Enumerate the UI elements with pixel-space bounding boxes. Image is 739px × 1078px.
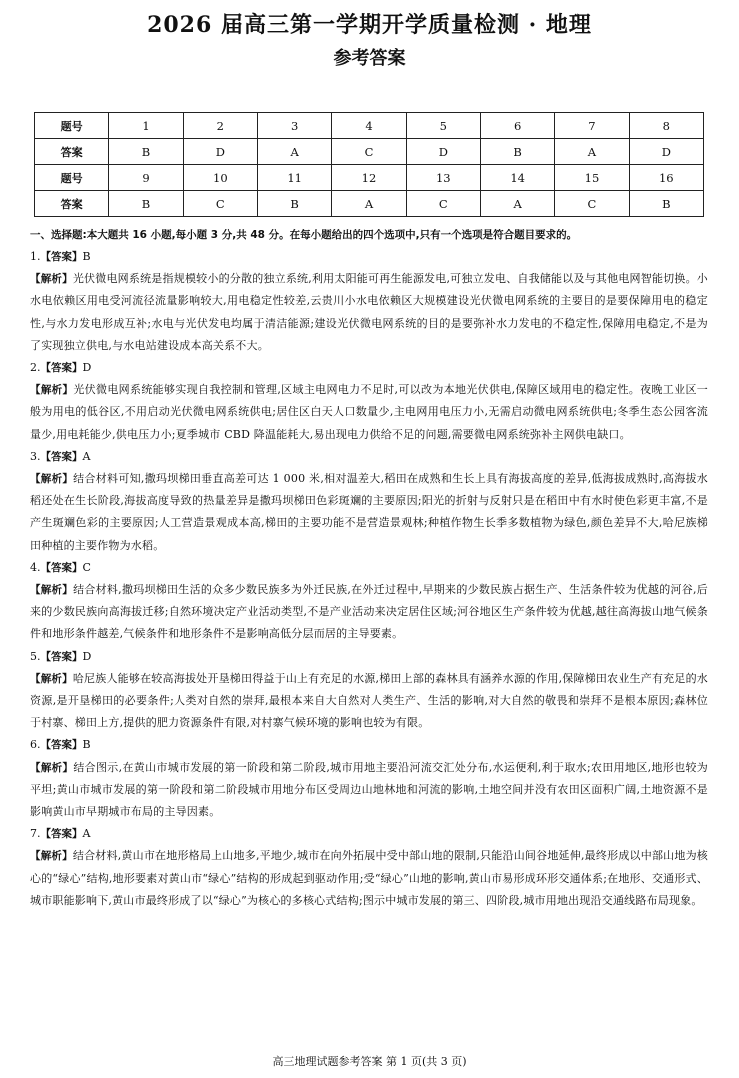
question-number: 1.	[30, 250, 41, 263]
answer-tag: 【答案】	[40, 251, 83, 263]
answer-value: B	[82, 250, 91, 263]
question-block	[30, 734, 708, 823]
answer-value: A	[82, 449, 91, 463]
answer-tag: 【答案】	[40, 561, 83, 574]
table-cell: A	[332, 191, 406, 217]
table-cell: A	[555, 139, 629, 165]
analysis-tag: 【解析】	[30, 273, 73, 286]
section-instruction: 一、选择题:本大题共 16 小题,每小题 3 分,共 48 分。在每小题给出的四个选项中,只有一个选项是符合题目要求的。	[30, 229, 578, 241]
question-number: 3.	[30, 449, 41, 463]
answer-table	[34, 112, 704, 217]
table-cell: 2	[183, 113, 257, 139]
analysis-paragraph	[30, 579, 708, 646]
answer-tag: 【答案】	[40, 828, 83, 841]
table-cell: 5	[406, 113, 480, 139]
answer-table-row	[35, 113, 704, 139]
question-number: 5.	[30, 649, 41, 663]
question-number: 4.	[30, 560, 41, 574]
question-block	[30, 246, 708, 357]
answer-tag: 【答案】	[40, 739, 83, 752]
answer-value: D	[82, 649, 92, 663]
question-number: 7.	[30, 827, 41, 841]
table-cell: 10	[183, 165, 257, 191]
row-header: 题号	[35, 113, 109, 139]
table-cell: D	[183, 139, 257, 165]
answer-value: C	[82, 560, 91, 574]
analysis-paragraph	[30, 845, 708, 912]
analysis-text: 光伏微电网系统能够实现自我控制和管理,区域主电网电力不足时,可以改为本地光伏供电,保障区域用电的稳定性。夜晚工业区一般为用电的低谷区,不用启动光伏微电网系统供电;居住区白天人口数量少,主电网用电压力小,无需启动微电网系统供电;冬季生态公园客流量少,用电耗能少,供电压力小;夏季城市 CBD 降温能耗大,易出现电力供给不足的问题,需要微电网系统弥补主网供电缺口。	[30, 383, 708, 441]
analysis-text: 结合材料,撒玛坝梯田生活的众多少数民族多为外迁民族,在外迁过程中,早期来的少数民族占据生产、生活条件较为优越的河谷,后来的少数民族向高海拔迁移;自然环境决定产业活动类型,不是产业活动来决定居住区域;河谷地区生产条件较为优越,越往高海拔山地气候条件和地形条件越差,气候条件和地形条件不是影响高低分层而居的主导要素。	[30, 583, 708, 641]
table-cell: 16	[629, 165, 703, 191]
question-block	[30, 646, 708, 735]
table-cell: 14	[480, 165, 554, 191]
table-cell: 4	[332, 113, 406, 139]
answer-line	[30, 246, 708, 268]
answer-tag: 【答案】	[40, 362, 83, 375]
table-cell: 6	[480, 113, 554, 139]
page-footer: 高三地理试题参考答案 第 1 页(共 3 页)	[272, 1055, 467, 1068]
table-cell: B	[109, 191, 183, 217]
table-cell: C	[183, 191, 257, 217]
answer-table-row	[35, 139, 704, 165]
table-cell: 3	[257, 113, 331, 139]
answer-value: B	[82, 738, 91, 752]
table-cell: B	[629, 191, 703, 217]
table-cell: C	[555, 191, 629, 217]
question-block	[30, 446, 708, 557]
table-cell: A	[480, 191, 554, 217]
table-cell: B	[109, 139, 183, 165]
answer-line	[30, 357, 708, 379]
analysis-tag: 【解析】	[30, 672, 73, 685]
table-cell: A	[257, 139, 331, 165]
answer-line	[30, 734, 708, 756]
analysis-text: 结合材料,黄山市在地形格局上山地多,平地少,城市在向外拓展中受中部山地的限制,只能沿山间谷地延伸,最终形成以中部山地为核心的“绿心”结构,地形要素对黄山市“绿心”结构的形成起到驱动作用;受“绿心”山地的影响,黄山市易形成环形交通体系;在地形、交通形式、城市职能影响下,黄山市最终形成了以“绿心”为核心的多核心式结构;图示中城市发展的第三、四阶段,城市用地出现沿交通线路布局现象。	[30, 849, 708, 907]
table-cell: 7	[555, 113, 629, 139]
question-number: 6.	[30, 738, 41, 752]
analysis-tag: 【解析】	[30, 473, 74, 486]
table-cell: 8	[629, 113, 703, 139]
table-cell: 12	[332, 165, 406, 191]
table-cell: B	[480, 139, 554, 165]
row-header: 答案	[35, 139, 109, 165]
answer-line	[30, 646, 708, 668]
page-subtitle: 参考答案	[333, 48, 406, 69]
analysis-paragraph	[30, 468, 708, 557]
table-cell: D	[406, 139, 480, 165]
analysis-tag: 【解析】	[30, 761, 74, 774]
answer-table-row	[35, 165, 704, 191]
table-cell: B	[257, 191, 331, 217]
table-cell: C	[406, 191, 480, 217]
row-header: 答案	[35, 191, 109, 217]
row-header: 题号	[35, 165, 109, 191]
question-number: 2.	[30, 361, 41, 375]
table-cell: 9	[109, 165, 183, 191]
analysis-tag: 【解析】	[30, 850, 73, 863]
answer-tag: 【答案】	[40, 650, 83, 663]
analysis-text: 结合材料可知,撒玛坝梯田垂直高差可达 1 000 米,相对温差大,稻田在成熟和生长上具有海拔高度的差异,低海拔成熟时,高海拔水稻还处在生长阶段,海拔高度导致的热量差异是撒玛坝梯田色彩斑斓的主要原因;阳光的折射与反射只是在稻田中有水时使色彩更丰富,不是产生斑斓色彩的主要原因;人工营造景观成本高,梯田的主要功能不是营造景观林;种植作物生长季多数植物为绿色,颜色差异不大,哈尼族梯田种植的主要作物为水稻。	[30, 472, 708, 552]
answer-line	[30, 557, 708, 579]
question-block	[30, 823, 708, 912]
analysis-text: 结合图示,在黄山市城市发展的第一阶段和第二阶段,城市用地主要沿河流交汇处分布,水运便利,利于取水;农田用地区,地形也较为平坦;黄山市城市发展的第一阶段和第二阶段城市用地分布区受周边山地林地和河流的影响,土地空间并没有农田区面积广阔,土地资源不是影响黄山市早期城市布局的主导因素。	[30, 760, 708, 819]
answer-table-row	[35, 191, 704, 217]
analysis-paragraph	[30, 268, 708, 357]
analysis-paragraph	[30, 668, 708, 735]
analysis-tag: 【解析】	[30, 584, 74, 597]
table-cell: 15	[555, 165, 629, 191]
table-cell: D	[629, 139, 703, 165]
table-cell: C	[332, 139, 406, 165]
answer-value: D	[82, 361, 92, 375]
analysis-text: 光伏微电网系统是指规模较小的分散的独立系统,利用太阳能可再生能源发电,可独立发电、自我储能以及与其他电网智能切换。小水电依赖区用电受河流径流量影响较大,用电稳定性较差,云贵川小水电依赖区大规模建设光伏微电网系统的主要目的是要保障用电的稳定性,与水力发电形成互补;水电与光伏发电均属于清洁能源;建设光伏微电网系统的目的是要弥补水力发电的不稳定性,保障用电稳定,不是为了实现独立供电,与水电站建设成本高关系不大。	[30, 272, 708, 352]
table-cell: 11	[257, 165, 331, 191]
answer-explanations	[30, 246, 708, 912]
page-title: 2026 届高三第一学期开学质量检测 · 地理	[147, 12, 592, 38]
answer-line	[30, 446, 708, 468]
analysis-tag: 【解析】	[30, 384, 74, 397]
question-block	[30, 557, 708, 646]
analysis-paragraph	[30, 379, 708, 446]
question-block	[30, 357, 708, 446]
analysis-paragraph	[30, 757, 708, 824]
answer-line	[30, 823, 708, 845]
answer-value: A	[82, 827, 91, 841]
analysis-text: 哈尼族人能够在较高海拔处开垦梯田得益于山上有充足的水源,梯田上部的森林具有涵养水源的作用,保障梯田农业生产有充足的水资源,是开垦梯田的必要条件;人类对自然的崇拜,最根本来自大自然对人类生产、生活的影响,对大自然的敬畏和崇拜不是根本原因;森林位于村寨、梯田上方,提供的肥力资源条件有限,对村寨气候环境的影响也较为有限。	[30, 671, 708, 730]
table-cell: 13	[406, 165, 480, 191]
table-cell: 1	[109, 113, 183, 139]
answer-tag: 【答案】	[40, 450, 83, 463]
